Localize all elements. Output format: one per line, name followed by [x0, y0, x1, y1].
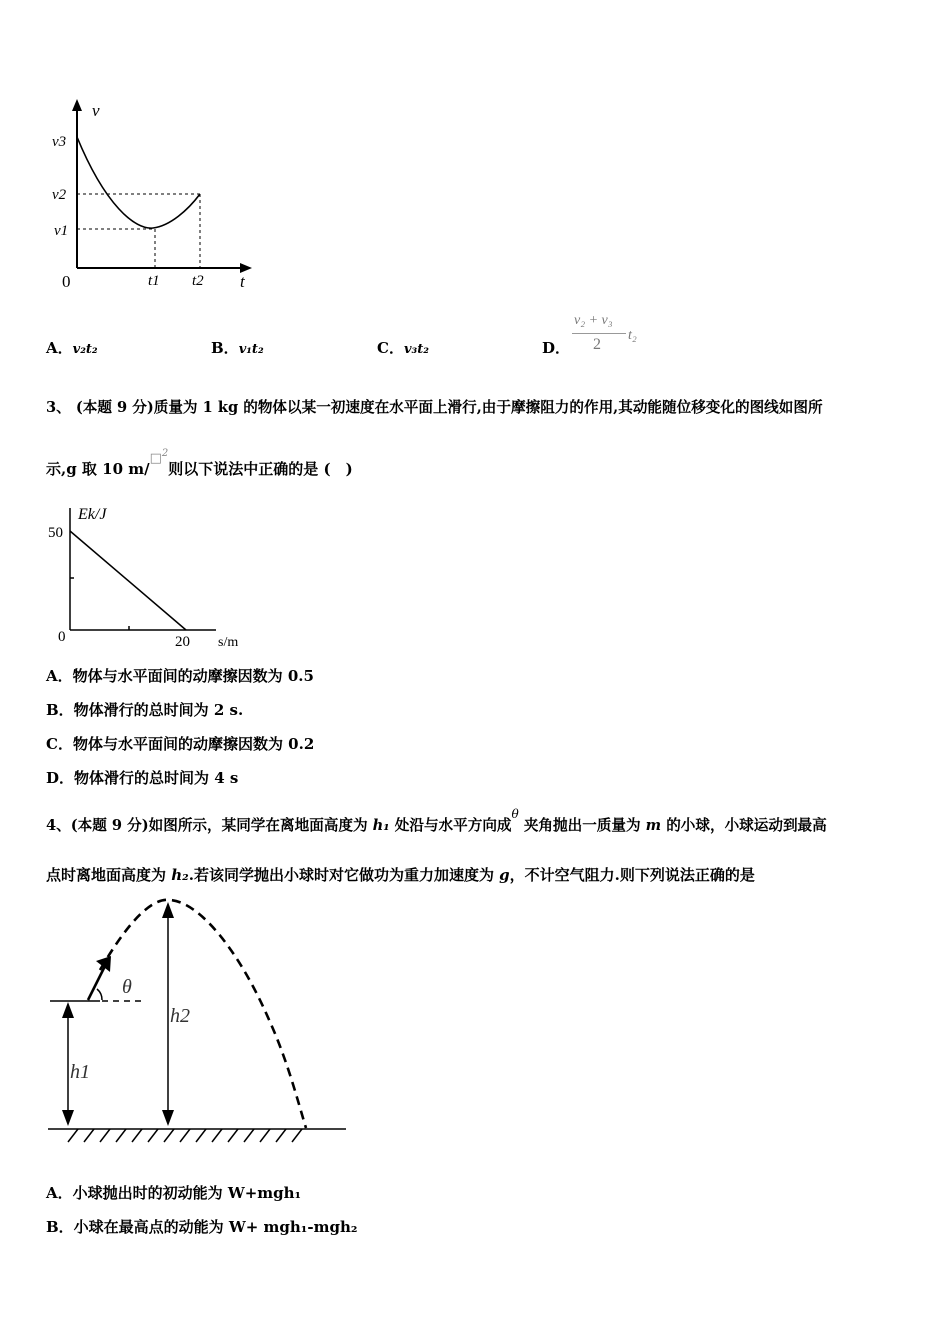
- q2-option-c[interactable]: [377, 337, 429, 358]
- q2-d-denominator: 2: [593, 336, 601, 353]
- q3-option-d[interactable]: D．物体滑行的总时间为 4 s: [46, 769, 239, 787]
- ek-line: [70, 531, 186, 630]
- q2-option-a-letter: A．: [46, 339, 73, 357]
- q4-m: m: [645, 817, 662, 834]
- vt-label-v1: v1: [54, 223, 69, 239]
- vt-label-v3: v3: [52, 134, 67, 150]
- q2-d-numerator: v₂ + v₃: [574, 313, 613, 328]
- q4-theta: θ: [511, 807, 519, 821]
- q3-option-b[interactable]: B．物体滑行的总时间为 2 s.: [46, 701, 244, 719]
- ground-hatching: [68, 1129, 302, 1142]
- ek-x20: 20: [175, 634, 190, 650]
- vt-label-t: t: [240, 272, 245, 291]
- q2-option-d-letter: D．: [542, 339, 571, 357]
- vt-y-arrow: [72, 99, 82, 111]
- q2-option-c-letter: C．: [377, 339, 404, 357]
- q3-unit-exp: 2: [161, 448, 169, 459]
- vt-label-origin: 0: [62, 272, 71, 291]
- q4-option-b[interactable]: B．小球在最高点的动能为 W+ mgh₁-mgh₂: [46, 1218, 358, 1236]
- h1-arrow-down: [62, 1110, 74, 1126]
- q4-line2c: ，不计空气阻力.则下列说法正确的是: [509, 866, 755, 884]
- ek-graph: [44, 500, 264, 655]
- projectile-figure: [40, 892, 360, 1152]
- q3-unit-box: □: [149, 451, 162, 466]
- q2-option-b-text: v₁t₂: [238, 342, 264, 357]
- ek-origin: 0: [58, 629, 66, 645]
- ek-xlabel: s/m: [218, 635, 239, 650]
- fig-h2-label: h2: [170, 1005, 190, 1027]
- q3-option-c[interactable]: C．物体与水平面间的动摩擦因数为 0.2: [46, 735, 315, 753]
- theta-arc: [97, 989, 102, 1000]
- fig-theta-label: θ: [122, 976, 132, 998]
- h2-arrow-up: [162, 902, 174, 918]
- q4-line1d: 的小球，小球运动到最高: [661, 817, 827, 834]
- q4-g: g: [499, 866, 510, 884]
- q2-option-b[interactable]: [211, 337, 264, 358]
- q3-option-a[interactable]: A．物体与水平面间的动摩擦因数为 0.5: [46, 667, 314, 685]
- q4-stem-line2: [46, 864, 755, 885]
- q3-stem-line2b: 则以下说法中正确的是 ( ): [168, 460, 353, 478]
- vt-graph: [40, 95, 270, 295]
- q4-h2: h₂: [171, 866, 189, 884]
- q4-line2a: 点时离地面高度为: [46, 866, 172, 884]
- q2-option-a[interactable]: [46, 337, 98, 358]
- q2-option-b-letter: B．: [211, 339, 239, 357]
- vt-label-t1: t1: [148, 273, 160, 289]
- q2-option-d[interactable]: [542, 337, 570, 358]
- vt-label-t2: t2: [192, 273, 204, 289]
- q3-stem-line2: [46, 448, 353, 479]
- fig-h1-label: h1: [70, 1061, 90, 1083]
- q3-stem-line1: 3、 (本题 9 分)质量为 1 kg 的物体以某一初速度在水平面上滑行,由于摩擦阻力的作用,其动能随位移变化的图线如图所: [46, 399, 823, 416]
- q4-option-a[interactable]: A．小球抛出时的初动能为 W+mgh₁: [46, 1184, 302, 1202]
- trajectory-dashed: [100, 900, 306, 1128]
- q4-line2b: .若该同学抛出小球时对它做功为重力加速度为: [188, 866, 500, 884]
- q2-option-c-text: v₃t₂: [403, 342, 429, 357]
- q4-h1: h₁: [372, 817, 390, 834]
- q4-line1c: 夹角抛出一质量为: [518, 817, 646, 834]
- q2-d-fraction-bar: [572, 333, 626, 334]
- q4-line1b: 处沿与水平方向成: [389, 817, 512, 834]
- vt-curve: [77, 137, 200, 228]
- q2-d-t: t₂: [628, 328, 637, 343]
- q2-option-a-text: v₂t₂: [72, 342, 98, 357]
- vt-label-v: v: [92, 101, 100, 120]
- launch-segment: [88, 964, 106, 1000]
- ek-ylabel: Ek/J: [78, 506, 107, 523]
- q4-line1a: 4、(本题 9 分)如图所示，某同学在离地面高度为: [46, 817, 373, 834]
- q4-stem-line1: [46, 807, 827, 835]
- h1-arrow-up: [62, 1002, 74, 1018]
- q3-stem-line2a: 示,g 取 10 m/: [46, 460, 150, 478]
- h2-arrow-down: [162, 1110, 174, 1126]
- ek-y50: 50: [48, 525, 63, 541]
- q2-option-d-fraction: [572, 313, 652, 359]
- vt-label-v2: v2: [52, 187, 67, 203]
